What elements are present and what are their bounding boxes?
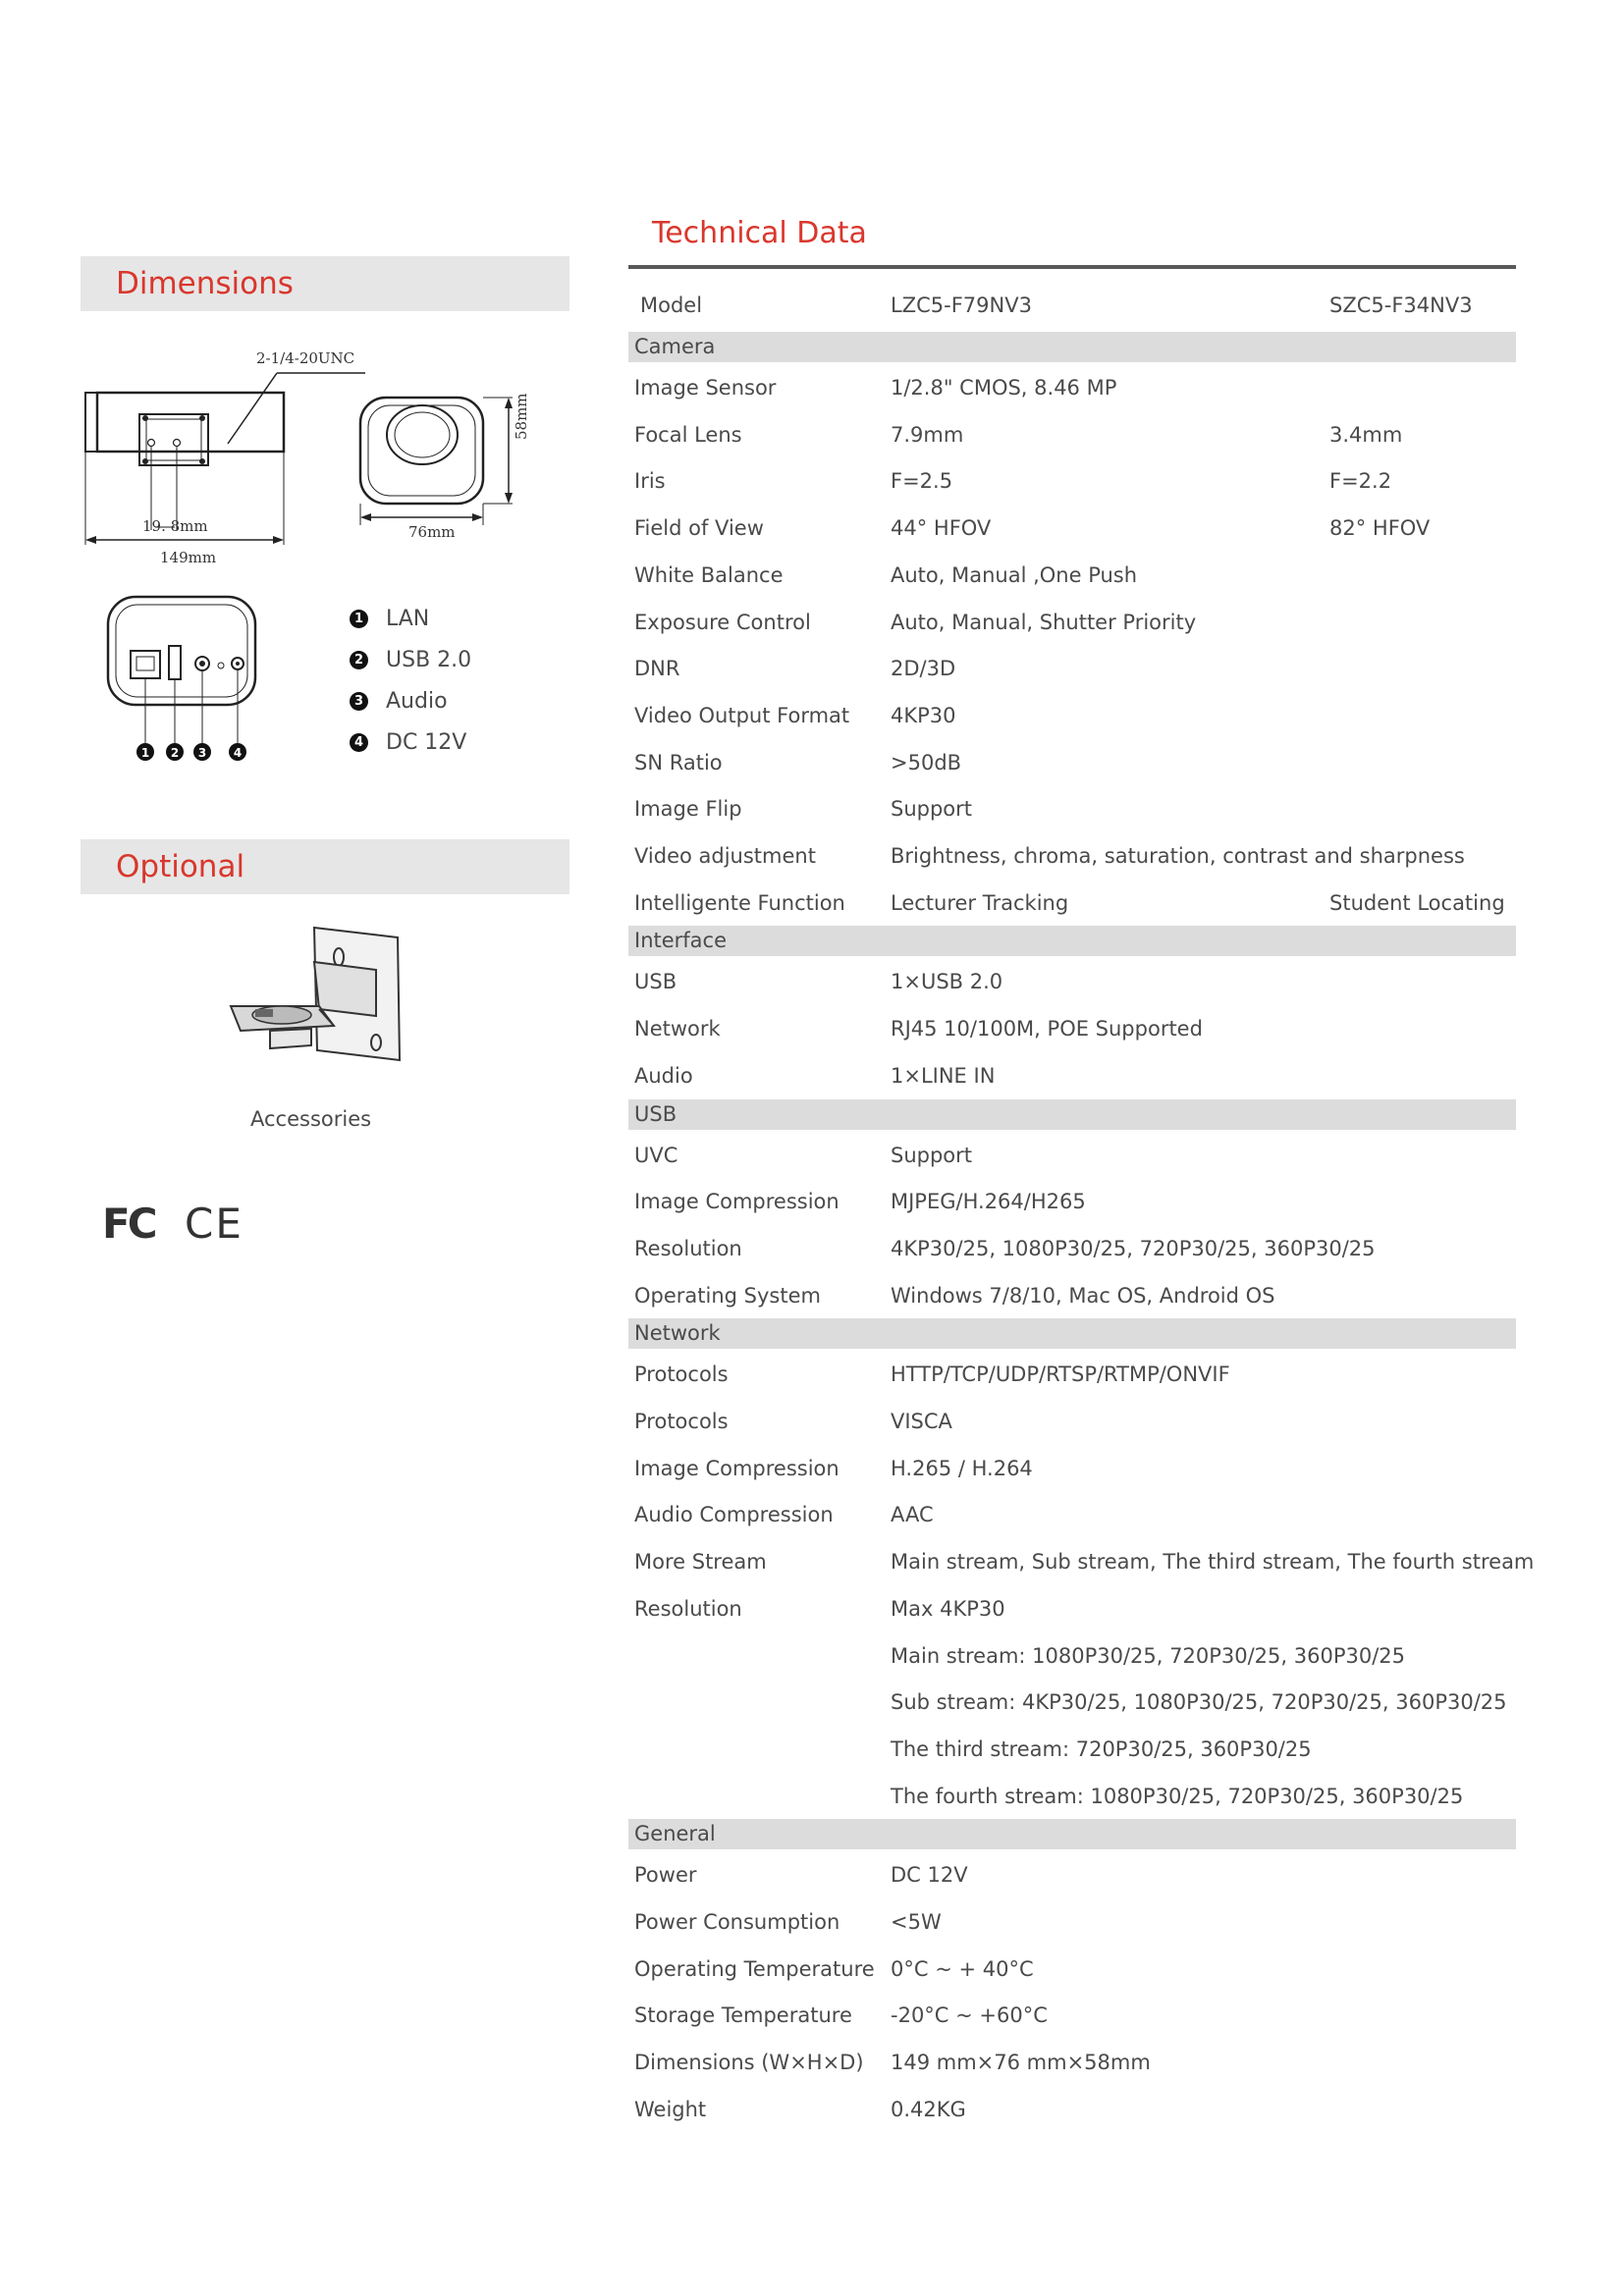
spec-value: The fourth stream: 1080P30/25, 720P30/25, 360P30/25 <box>891 1784 1464 1808</box>
spec-row <box>634 1351 1516 1398</box>
spec-value: Sub stream: 4KP30/25, 1080P30/25, 720P30/25, 360P30/25 <box>891 1690 1507 1715</box>
category-header-camera <box>628 332 1516 362</box>
spec-row <box>634 411 1516 458</box>
spec-label: Focal Lens <box>634 422 742 447</box>
front-width-label: 76mm <box>408 523 456 541</box>
spec-label: UVC <box>634 1143 678 1167</box>
port-number-badge: 4 <box>350 733 368 752</box>
spec-value: The third stream: 720P30/25, 360P30/25 <box>891 1736 1312 1761</box>
port-number-badge: 3 <box>350 692 368 711</box>
spec-value: 1×USB 2.0 <box>891 970 1003 994</box>
spec-label: Protocols <box>634 1362 729 1387</box>
height-label: 58mm <box>513 393 530 440</box>
spec-value: H.265 / H.264 <box>891 1456 1033 1480</box>
spec-label: More Stream <box>634 1550 767 1575</box>
spec-label: Audio <box>634 1063 693 1088</box>
spec-row <box>634 645 1516 692</box>
spec-row <box>634 1726 1516 1773</box>
spec-label: Network <box>634 1017 721 1041</box>
spec-label: Resolution <box>634 1236 742 1260</box>
spec-row <box>634 880 1516 927</box>
spec-value: 2D/3D <box>891 657 956 681</box>
spec-row <box>634 1585 1516 1632</box>
svg-text:2: 2 <box>170 746 180 760</box>
wall-mount-bracket-image <box>221 923 417 1080</box>
spec-row <box>634 599 1516 646</box>
model-label: Model <box>640 294 703 317</box>
spec-value: Auto, Manual, Shutter Priority <box>891 610 1197 634</box>
spec-row <box>634 692 1516 739</box>
spec-label: Dimensions (W×H×D) <box>634 2051 864 2075</box>
spec-label: Operating System <box>634 1283 821 1308</box>
spec-row <box>634 364 1516 411</box>
category-header-network <box>628 1318 1516 1349</box>
model-row <box>640 282 1522 329</box>
category-header-label: Network <box>634 1321 721 1346</box>
spec-value: 4KP30/25, 1080P30/25, 720P30/25, 360P30/25 <box>891 1236 1376 1260</box>
spec-row <box>634 1272 1516 1319</box>
spec-value: 1×LINE IN <box>891 1063 996 1088</box>
spec-row <box>634 832 1516 880</box>
spec-row <box>634 1225 1516 1272</box>
spec-label: Field of View <box>634 516 764 541</box>
spec-row <box>634 1052 1516 1099</box>
spec-value: Auto, Manual ,One Push <box>891 562 1138 587</box>
spec-label: Power Consumption <box>634 1910 840 1934</box>
spec-row <box>634 1491 1516 1538</box>
spec-label: White Balance <box>634 562 784 587</box>
spec-row <box>634 1538 1535 1585</box>
port-item-usb <box>350 640 471 679</box>
svg-text:1: 1 <box>140 746 150 760</box>
category-header-label: Camera <box>634 335 716 358</box>
spec-label: Audio Compression <box>634 1503 834 1527</box>
technical-data-rule <box>628 265 1516 269</box>
spec-label: Protocols <box>634 1410 729 1433</box>
port-item-dc <box>350 722 466 762</box>
spec-value-alt: F=2.2 <box>1329 469 1392 494</box>
svg-text:3: 3 <box>197 746 207 760</box>
spec-value: HTTP/TCP/UDP/RTSP/RTMP/ONVIF <box>891 1362 1230 1387</box>
spec-label: Weight <box>634 2097 707 2121</box>
thread-label: 2-1/4-20UNC <box>256 349 355 367</box>
spec-value: Max 4KP30 <box>891 1596 1005 1621</box>
spec-row <box>634 1132 1516 1179</box>
model-a: LZC5-F79NV3 <box>891 294 1032 317</box>
spec-label: Iris <box>634 469 666 494</box>
spec-row <box>634 1992 1516 2039</box>
technical-data-title: Technical Data <box>652 216 867 250</box>
spec-value-alt: Student Locating <box>1329 890 1505 915</box>
spec-value: MJPEG/H.264/H265 <box>891 1190 1086 1214</box>
spec-label: USB <box>634 970 677 994</box>
spec-row <box>634 457 1516 505</box>
spec-value: 4KP30 <box>891 703 956 727</box>
category-header-usb <box>628 1099 1516 1130</box>
spec-value: Support <box>891 1143 973 1167</box>
spec-label: Image Sensor <box>634 376 777 400</box>
spec-row <box>634 1005 1516 1052</box>
spec-value: VISCA <box>891 1410 952 1433</box>
port-label: DC 12V <box>386 729 467 755</box>
category-header-interface <box>628 926 1516 956</box>
spec-row <box>634 1851 1516 1898</box>
spec-value: Lecturer Tracking <box>891 890 1069 915</box>
spec-row <box>634 1679 1516 1726</box>
spec-value: F=2.5 <box>891 469 953 494</box>
spec-value: AAC <box>891 1503 934 1527</box>
spec-value: 44° HFOV <box>891 516 992 541</box>
category-header-label: USB <box>634 1101 677 1126</box>
port-label: USB 2.0 <box>386 647 472 672</box>
spec-value: Brightness, chroma, saturation, contrast and sharpness <box>891 844 1465 868</box>
width-label: 149mm <box>160 549 217 566</box>
spec-value: 149 mm×76 mm×58mm <box>891 2051 1151 2075</box>
dimensions-heading <box>81 256 569 311</box>
dimensions-heading-text: Dimensions <box>116 266 294 301</box>
spec-row <box>634 2039 1516 2086</box>
model-b: SZC5-F34NV3 <box>1329 294 1473 317</box>
spec-row <box>634 505 1516 552</box>
port-label: LAN <box>386 606 430 631</box>
spec-value: 7.9mm <box>891 422 964 447</box>
port-number-badge: 1 <box>350 610 368 628</box>
category-header-label: Interface <box>634 929 728 953</box>
spec-row <box>634 1773 1516 1820</box>
spec-row <box>634 958 1516 1005</box>
spec-row <box>634 1898 1516 1946</box>
port-number-badge: 2 <box>350 651 368 669</box>
port-item-lan <box>350 599 429 638</box>
spec-label: Image Compression <box>634 1190 839 1214</box>
accessories-caption: Accessories <box>250 1107 372 1131</box>
spec-value: Main stream: 1080P30/25, 720P30/25, 360P30/25 <box>891 1643 1406 1668</box>
offset-label: 19. 8mm <box>142 517 208 535</box>
spec-label: Operating Temperature <box>634 1956 875 1981</box>
spec-value: <5W <box>891 1910 942 1934</box>
spec-value: Main stream, Sub stream, The third stream, The fourth stream <box>891 1550 1535 1575</box>
spec-row <box>634 1398 1516 1445</box>
spec-label: Intelligente Function <box>634 890 845 915</box>
spec-label: SN Ratio <box>634 750 723 774</box>
spec-label: DNR <box>634 657 680 681</box>
spec-value: 0°C ~ + 40°C <box>891 1956 1034 1981</box>
category-header-label: General <box>634 1822 716 1846</box>
spec-label: Video Output Format <box>634 703 850 727</box>
spec-label: Exposure Control <box>634 610 811 634</box>
spec-label: Storage Temperature <box>634 2003 852 2028</box>
svg-text:4: 4 <box>233 746 243 760</box>
spec-value: RJ45 10/100M, POE Supported <box>891 1017 1203 1041</box>
spec-row <box>634 785 1516 832</box>
ce-logo: CE <box>185 1200 244 1248</box>
spec-row <box>634 1946 1516 1993</box>
spec-label: Image Flip <box>634 797 742 822</box>
spec-value-alt: 3.4mm <box>1329 422 1403 447</box>
spec-row <box>634 1632 1516 1680</box>
spec-row <box>634 739 1516 786</box>
spec-value: 1/2.8" CMOS, 8.46 MP <box>891 376 1117 400</box>
spec-value: -20°C ~ +60°C <box>891 2003 1048 2028</box>
spec-row <box>634 2086 1516 2133</box>
spec-label: Resolution <box>634 1596 742 1621</box>
spec-value: 0.42KG <box>891 2097 966 2121</box>
spec-row <box>634 1178 1516 1225</box>
spec-value: >50dB <box>891 750 962 774</box>
camera-rear-view-drawing <box>98 589 265 766</box>
port-label: Audio <box>386 688 448 714</box>
spec-value: DC 12V <box>891 1863 968 1888</box>
category-header-general <box>628 1819 1516 1849</box>
spec-value-alt: 82° HFOV <box>1329 516 1431 541</box>
spec-label: Image Compression <box>634 1456 839 1480</box>
optional-heading <box>81 839 569 894</box>
spec-value: Support <box>891 797 973 822</box>
spec-row <box>634 1445 1516 1492</box>
camera-side-view-drawing <box>81 348 375 560</box>
spec-label: Video adjustment <box>634 844 816 868</box>
spec-row <box>634 552 1516 599</box>
fc-logo: FC <box>102 1200 155 1248</box>
spec-value: Windows 7/8/10, Mac OS, Android OS <box>891 1283 1275 1308</box>
port-item-audio <box>350 681 448 721</box>
spec-label: Power <box>634 1863 697 1888</box>
optional-heading-text: Optional <box>116 849 245 884</box>
